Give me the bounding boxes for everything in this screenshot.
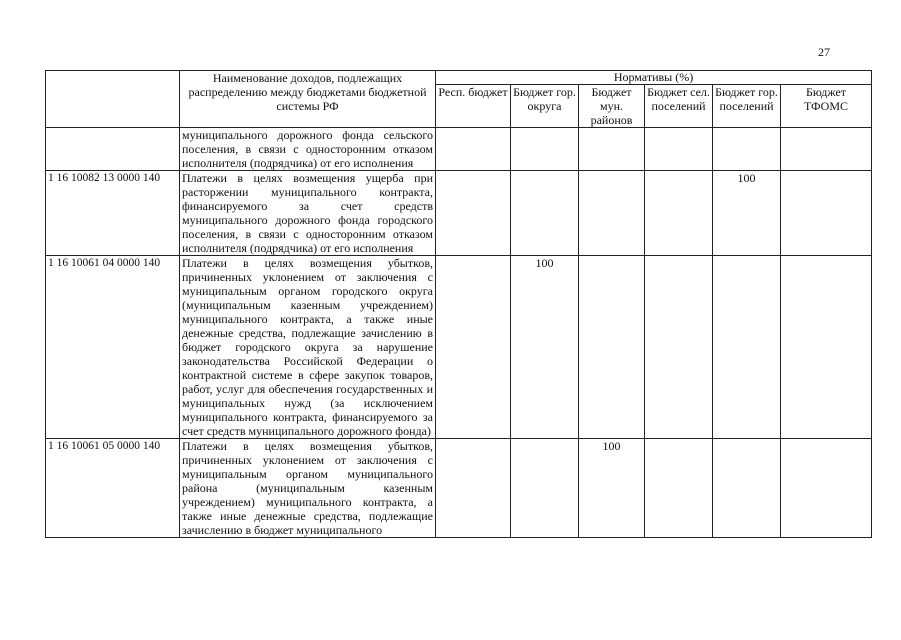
row-name: Платежи в целях возмещения убытков, причиненных уклонением от заключения с муниципальным органом городского округа (муниципальным казенным учреждением) муниципального контракта, а также иные денежные средства, подлежащие зачислению в бюджет городского округа за нарушение законодательства Российской Федерации о контрактной системе в сфере закупок товаров, работ, услуг для обеспечения государственных и муниципальных нужд (за исключением муниципального контракта, финансируемого за счет средств муниципального дорожного фонда) [180, 256, 436, 439]
row-value-urban-settlement [713, 128, 781, 171]
header-city-district-budget: Бюджет гор. округа [511, 85, 579, 128]
table-row [46, 256, 872, 439]
table-row [46, 439, 872, 538]
row-value-tfoms [781, 256, 872, 439]
header-tfoms-budget: Бюджет ТФОМС [781, 85, 872, 128]
row-code: 1 16 10082 13 0000 140 [46, 171, 180, 256]
row-value-municipal-district [579, 128, 645, 171]
row-value-rural-settlement [645, 439, 713, 538]
row-value-resp [436, 439, 511, 538]
row-name: муниципального дорожного фонда сельского поселения, в связи с односторонним отказом исполнителя (подрядчика) от его исполнения [180, 128, 436, 171]
header-urban-settlement-budget: Бюджет гор. поселений [713, 85, 781, 128]
header-resp-budget: Респ. бюджет [436, 85, 511, 128]
row-value-municipal-district: 100 [579, 439, 645, 538]
row-value-tfoms [781, 171, 872, 256]
row-value-municipal-district [579, 171, 645, 256]
budget-table [45, 70, 872, 538]
row-code [46, 128, 180, 171]
row-value-city-district [511, 171, 579, 256]
table-row [46, 128, 872, 171]
row-code: 1 16 10061 04 0000 140 [46, 256, 180, 439]
row-value-resp [436, 256, 511, 439]
row-value-resp [436, 171, 511, 256]
page-number: 27 [818, 45, 830, 59]
row-value-urban-settlement [713, 256, 781, 439]
row-value-urban-settlement [713, 439, 781, 538]
header-rural-settlement-budget: Бюджет сел. поселений [645, 85, 713, 128]
header-code-cell [46, 71, 180, 128]
row-value-rural-settlement [645, 256, 713, 439]
row-value-tfoms [781, 439, 872, 538]
row-value-rural-settlement [645, 171, 713, 256]
header-norms-group: Нормативы (%) [436, 71, 872, 85]
row-value-resp [436, 128, 511, 171]
row-code: 1 16 10061 05 0000 140 [46, 439, 180, 538]
row-value-city-district: 100 [511, 256, 579, 439]
header-name-cell: Наименование доходов, подлежащих распределению между бюджетами бюджетной системы РФ [180, 71, 436, 128]
row-value-city-district [511, 439, 579, 538]
row-name: Платежи в целях возмещения убытков, причиненных уклонением от заключения с муниципальным органом муниципального района (муниципальным казенным учреждением) муниципального контракта, а также иные денежные средства, подлежащие зачислению в бюджет муниципального [180, 439, 436, 538]
row-value-rural-settlement [645, 128, 713, 171]
row-name: Платежи в целях возмещения ущерба при расторжении муниципального контракта, финансируемого за счет средств муниципального дорожного фонда городского поселения, в связи с односторонним отказом исполнителя (подрядчика) от его исполнения [180, 171, 436, 256]
header-municipal-district-budget: Бюджет мун. районов [579, 85, 645, 128]
row-value-tfoms [781, 128, 872, 171]
header-row [46, 71, 872, 85]
row-value-municipal-district [579, 256, 645, 439]
table-row [46, 171, 872, 256]
row-value-city-district [511, 128, 579, 171]
row-value-urban-settlement: 100 [713, 171, 781, 256]
